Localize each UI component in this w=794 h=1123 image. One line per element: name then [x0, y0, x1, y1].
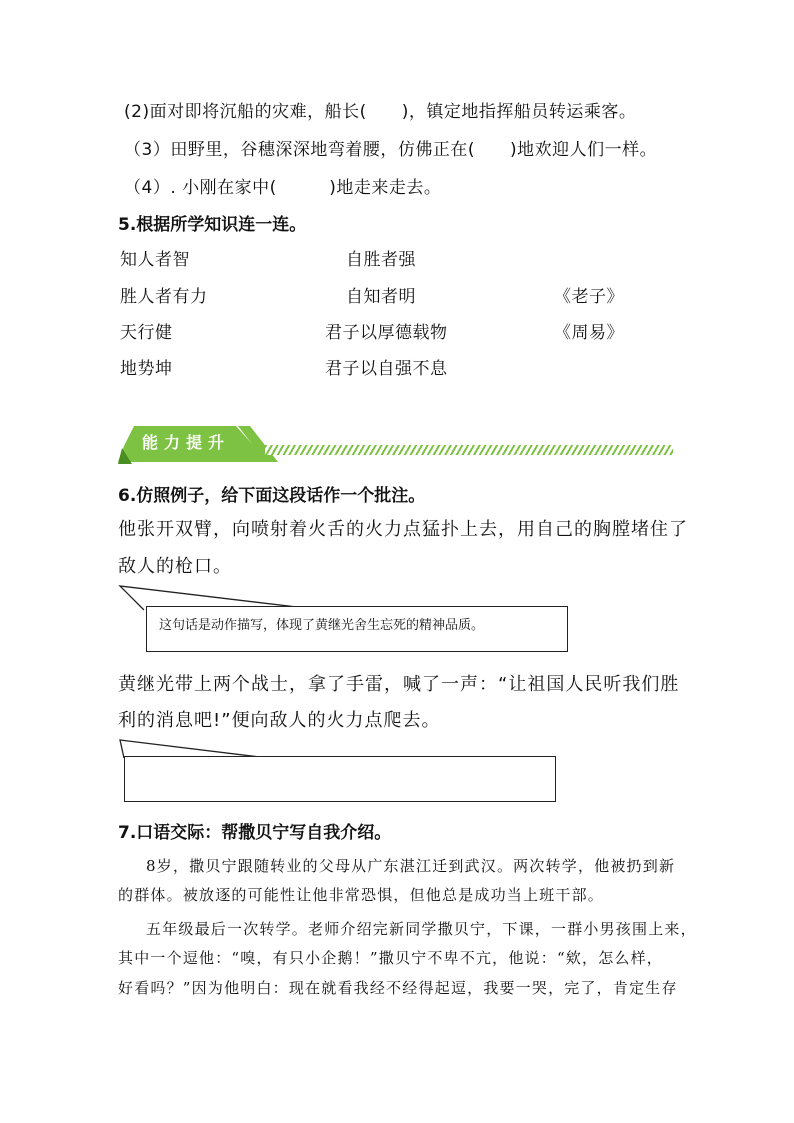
q5-col2-item: 自知者明 [346, 287, 416, 307]
q6-paragraph-line: 黄继光带上两个战士，拿了手雷，喊了一声：“让祖国人民听我们胜 [118, 674, 680, 695]
q6-paragraph-line: 敌人的枪口。 [118, 556, 232, 577]
annotation-text: 这句话是动作描写，体现了黄继光舍生忘死的精神品质。 [159, 618, 485, 633]
q5-col1-item: 胜人者有力 [120, 287, 208, 307]
q7-title: 7.口语交际：帮撒贝宁写自我介绍。 [118, 823, 392, 843]
q5-col1-item: 天行健 [120, 323, 173, 343]
q5-col3-item: 《周易》 [554, 323, 624, 343]
q5-col1-item: 地势坤 [120, 359, 173, 379]
story-line: 其中一个逗他：“嗅，有只小企鹅！”撒贝宁不卑不亢，他说：“欸，怎么样， [118, 949, 664, 967]
q6-paragraph-line: 利的消息吧!”便向敌人的火力点爬去。 [118, 710, 441, 731]
story-line: 8岁，撒贝宁跟随转业的父母从广东湛江迁到武汉。两次转学，他被扔到新 [146, 857, 676, 875]
fill-item-3: （3）田野里，谷穗深深地弯着腰，仿佛正在( )地欢迎人们一样。 [124, 140, 658, 160]
q5-col2-item: 自胜者强 [346, 250, 416, 270]
q6-paragraph-line: 他张开双臂，向喷射着火舌的火力点猛扑上去，用自己的胸膛堵住了 [118, 519, 688, 540]
q5-col1-item: 知人者智 [120, 250, 190, 270]
section-title: 能力提升 [142, 433, 231, 452]
fill-item-2: (2)面对即将沉船的灾难，船长( )，镇定地指挥船员转运乘客。 [124, 102, 637, 122]
story-line: 五年级最后一次转学。老师介绍完新同学撒贝宁，下课，一群小男孩围上来， [146, 920, 697, 938]
section-divider [265, 445, 673, 455]
q5-col2-item: 君子以厚德载物 [325, 323, 448, 343]
q5-col3-item: 《老子》 [554, 287, 624, 307]
annotation-box [146, 606, 568, 652]
fill-item-4: （4）. 小刚在家中( )地走来走去。 [124, 178, 442, 198]
q5-title: 5.根据所学知识连一连。 [118, 215, 307, 235]
story-line: 好看吗？”因为他明白：现在就看我经不经得起逗，我要一哭，完了，肯定生存 [118, 979, 678, 997]
story-line: 的群体。被放逐的可能性让他非常恐惧，但他总是成功当上班干部。 [118, 886, 605, 904]
q5-col2-item: 君子以自强不息 [325, 359, 448, 379]
q6-title: 6.仿照例子，给下面这段话作一个批注。 [118, 486, 426, 506]
annotation-answer-box[interactable] [124, 756, 556, 802]
